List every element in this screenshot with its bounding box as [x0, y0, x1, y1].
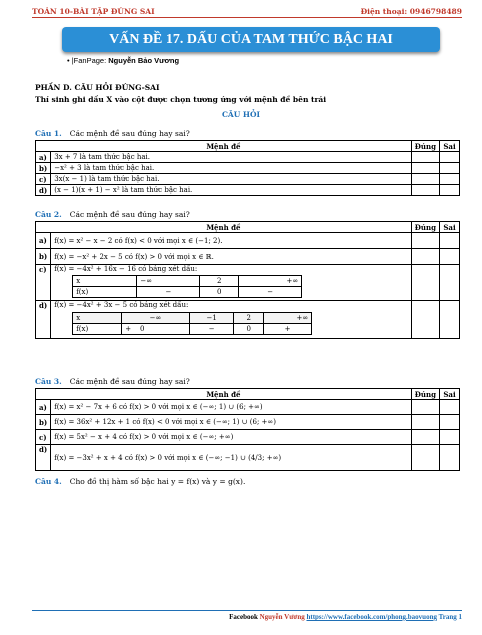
- author-name: Nguyễn Vương: [259, 613, 305, 621]
- question-text: Các mệnh đề sau đúng hay sai?: [69, 377, 190, 386]
- question-number: Câu 2.: [35, 210, 62, 219]
- false-cell[interactable]: [440, 445, 460, 471]
- header-phone: Điện thoại: 0946798489: [360, 7, 462, 16]
- fanpage-line: [67, 56, 179, 65]
- table-row: c) 3x(x − 1) là tam thức bậc hai.: [36, 174, 460, 185]
- instruction: Thí sinh ghi dấu X vào cột được chọn tương ứng với mệnh đề bên trái: [35, 95, 327, 104]
- true-cell[interactable]: [411, 174, 439, 185]
- table-row: b) −x² + 3 là tam thức bậc hai.: [36, 163, 460, 174]
- question-3-table: Mệnh đề Đúng Sai a) f(x) = x² − 7x + 6 có f(x) > 0 với mọi x ∈ (−∞; 1) ∪ (6; +∞) b) f(x) = 36x² + 12x + 1 có f(x) < 0 với mọi x ∈ (−∞; 1) ∪ (6; +∞) c) f(x) = 5x² − x + 4 có f(x) > 0 với mọi x ∈ (−∞; +∞) d) f(x) = −3x² + x + 4 có f(x) > 0 với mọi x ∈ (−∞; −1) ∪ (4/3; +∞): [35, 388, 460, 471]
- true-cell[interactable]: [411, 445, 439, 471]
- true-cell[interactable]: [411, 400, 439, 415]
- false-cell[interactable]: [440, 185, 460, 196]
- table-row: d) (x − 1)(x + 1) − x² là tam thức bậc hai.: [36, 185, 460, 196]
- header-left: TOÁN 10-BÀI TẬP ĐÚNG SAI: [32, 7, 155, 16]
- fanpage-name: Nguyễn Bảo Vương: [108, 56, 180, 65]
- question-text: Các mệnh đề sau đúng hay sai?: [69, 129, 190, 138]
- page-number: Trang 1: [436, 613, 462, 621]
- true-cell[interactable]: [411, 185, 439, 196]
- header-true: Đúng: [411, 141, 439, 152]
- table-row: c) f(x) = 5x² − x + 4 có f(x) > 0 với mọi x ∈ (−∞; +∞): [36, 430, 460, 445]
- table-row: c) f(x) = −4x² + 16x − 16 có bảng xét dấu: x −∞ 2 +∞ f(x) − 0 −: [36, 265, 460, 301]
- question-2-table: Mệnh đề Đúng Sai a) f(x) = x² − x − 2 có f(x) < 0 với mọi x ∈ (−1; 2). b) f(x) = −x² + 2x − 5 có f(x) > 0 với mọi x ∈ ℝ. c) f(x) = −4x² + 16x − 16 có bảng xét dấu: x −∞ 2 +∞ f(x) − 0 − d) f(x) = −4x² + 3x − 5 có bảng xét dấu: x −∞ −1 2 +∞ f(x) + 0 − 0 +: [35, 221, 460, 339]
- page-footer: Facebook Nguyễn Vương https://www.facebook.com/phong.baovuong Trang 1: [32, 610, 462, 621]
- sign-table-c: x −∞ 2 +∞ f(x) − 0 −: [72, 275, 302, 298]
- true-cell[interactable]: [411, 152, 439, 163]
- false-cell[interactable]: [440, 163, 460, 174]
- question-2: [35, 210, 190, 219]
- header-statement: Mệnh đề: [36, 141, 412, 152]
- question-3: [35, 377, 190, 386]
- page-header: [32, 7, 462, 18]
- question-4: [35, 477, 245, 486]
- question-number: Câu 3.: [35, 377, 62, 386]
- sign-table-d: x −∞ −1 2 +∞ f(x) + 0 − 0 +: [72, 312, 312, 335]
- row-text: f(x) = −4x² + 16x − 16 có bảng xét dấu:: [54, 265, 198, 273]
- table-row: a) 3x + 7 là tam thức bậc hai.: [36, 152, 460, 163]
- header-false: Sai: [440, 141, 460, 152]
- facebook-link[interactable]: https://www.facebook.com/phong.baovuong: [306, 613, 437, 621]
- table-row: d) f(x) = −3x² + x + 4 có f(x) > 0 với mọi x ∈ (−∞; −1) ∪ (4/3; +∞): [36, 445, 460, 471]
- false-cell[interactable]: [440, 301, 460, 339]
- true-cell[interactable]: [411, 265, 439, 301]
- table-row: b) f(x) = −x² + 2x − 5 có f(x) > 0 với mọi x ∈ ℝ.: [36, 249, 460, 265]
- true-cell[interactable]: [411, 163, 439, 174]
- true-cell[interactable]: [411, 249, 439, 265]
- false-cell[interactable]: [440, 265, 460, 301]
- true-cell[interactable]: [411, 415, 439, 430]
- true-cell[interactable]: [411, 233, 439, 249]
- false-cell[interactable]: [440, 233, 460, 249]
- question-1-table: [35, 140, 460, 196]
- table-row: a) f(x) = x² − x − 2 có f(x) < 0 với mọi x ∈ (−1; 2).: [36, 233, 460, 249]
- question-text: Các mệnh đề sau đúng hay sai?: [69, 210, 190, 219]
- false-cell[interactable]: [440, 430, 460, 445]
- question-text: Cho đồ thị hàm số bậc hai y = f(x) và y = g(x).: [69, 477, 246, 486]
- table-row: a) f(x) = x² − 7x + 6 có f(x) > 0 với mọi x ∈ (−∞; 1) ∪ (6; +∞): [36, 400, 460, 415]
- fanpage-prefix: • |FanPage:: [67, 56, 109, 65]
- true-cell[interactable]: [411, 430, 439, 445]
- part-title: PHẦN D. CÂU HỎI ĐÚNG-SAI: [35, 83, 160, 92]
- false-cell[interactable]: [440, 415, 460, 430]
- table-row: b) f(x) = 36x² + 12x + 1 có f(x) < 0 với mọi x ∈ (−∞; 1) ∪ (6; +∞): [36, 415, 460, 430]
- table-row: d) f(x) = −4x² + 3x − 5 có bảng xét dấu: x −∞ −1 2 +∞ f(x) + 0 − 0 +: [36, 301, 460, 339]
- true-cell[interactable]: [411, 301, 439, 339]
- chapter-banner: VẤN ĐỀ 17. DẤU CỦA TAM THỨC BẬC HAI: [62, 27, 440, 52]
- section-title: CÂU HỎI: [221, 110, 261, 119]
- false-cell[interactable]: [440, 174, 460, 185]
- question-number: Câu 4.: [35, 477, 62, 486]
- false-cell[interactable]: [440, 400, 460, 415]
- false-cell[interactable]: [440, 152, 460, 163]
- question-1: [35, 129, 190, 138]
- question-number: Câu 1.: [35, 129, 62, 138]
- row-text: f(x) = −4x² + 3x − 5 có bảng xét dấu:: [54, 301, 189, 309]
- false-cell[interactable]: [440, 249, 460, 265]
